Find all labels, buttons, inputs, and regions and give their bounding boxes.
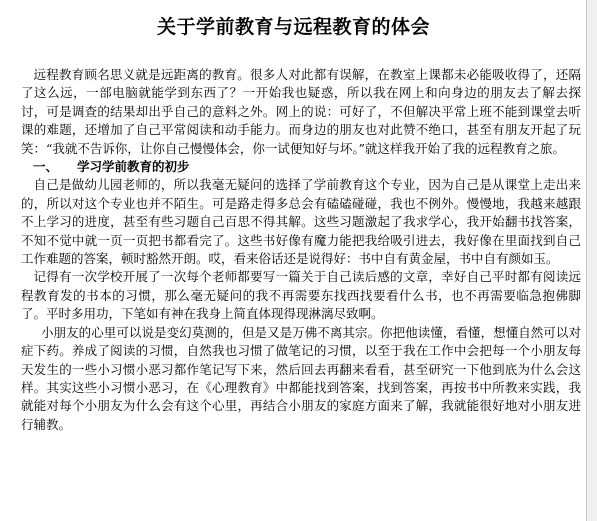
section-title: 学习学前教育的初步 [77,159,190,175]
paragraph-intro: 远程教育顾名思义就是远距离的教育。很多人对此都有误解，在教室上课都未必能吸收得了，还隔了这么远，一部电脑就能学到东西了？一开始我也疑惑，所以我在网上和向身边的朋友去了解去探讨，可是调查的结果却出乎自己的意料之外。网上的说：可好了，不但解决平常上班不能到课堂去听课的难题，还增加了自己平常阅读和动手能力。而身边的朋友也对此赞不绝口，甚至有朋友开起了玩笑：“我就不告诉你，让你自己慢慢体会，你一试便知好与坏。”就这样我开始了我的远程教育之旅。 [21,67,581,156]
paragraph-section1-2: 记得有一次学校开展了一次每个老师都要写一篇关于自己读后感的文章，幸好自己平时都有阅读远程教育发的书本的习惯，那么毫无疑问的我不再需要东找西找要看什么书，也不再需要临急抱佛脚了。平时多用功，下笔如有神在我身上简直体现得现淋漓尽致啊。 [21,269,581,322]
document-title: 关于学前教育与远程教育的体会 [156,16,430,38]
section-heading [21,158,581,176]
section-number: 一、 [33,159,59,175]
paragraph-section1-3: 小朋友的心里可以说是变幻莫测的，但是又是万佛不离其宗。你把他读懂，看懂，想懂自然可以对症下药。养成了阅读的习惯，自然我也习惯了做笔记的习惯，以至于我在工作中会把每一个小朋友每天发生的一些小习惯小恶习都作笔记写下来，然后回去再翻来看看，甚至研究一下他到底为什么会这样。其实这些小习惯小恶习，在《心理教育》中都能找到答案，找到答案，再按书中所教来实践，我就能对每个小朋友为什么会有这个心里，再结合小朋友的家庭方面来了解，我就能很好地对小朋友进行辅教。 [21,324,581,432]
window-edge [586,0,597,521]
paragraph-section1-1: 自己是做幼儿园老师的，所以我毫无疑问的选择了学前教育这个专业，因为自己是从课堂上走出来的，所以对这个专业也并不陌生。可是路走得多总会有磕磕碰碰，我也不例外。慢慢地，我越来越跟不上学习的进度，甚至有些习题自己百思不得其解。这些习题激起了我求学心，我开始翻书找答案，不知不觉中就一页一页把书都看完了。这些书好像有魔力能把我给吸引进去，我好像在里面找到自己工作难题的答案，顿时豁然开朗。哎，看来俗话还是说得好：书中自有黄金屋，书中自有颜如玉。 [21,177,581,267]
document-body [21,66,581,434]
